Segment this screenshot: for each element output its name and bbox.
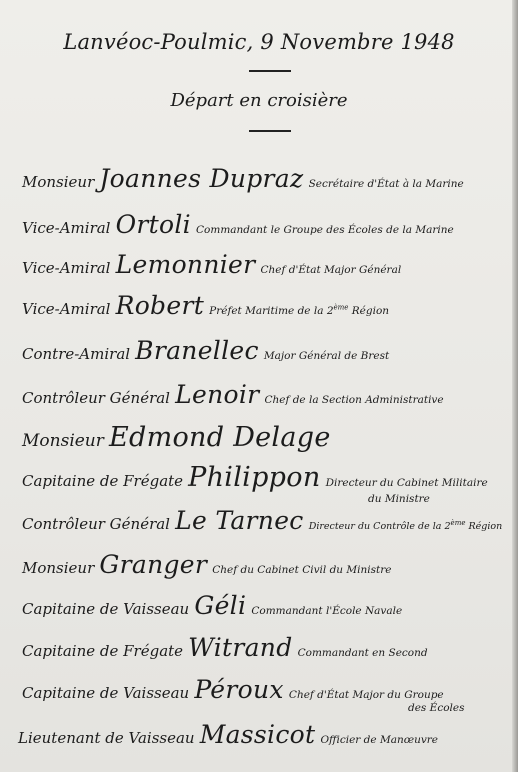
entry-rank: Capitaine de Frégate <box>22 472 184 490</box>
entry-name: Lenoir <box>175 380 260 409</box>
entry-name: Massicot <box>199 720 316 749</box>
guest-entry <box>22 593 510 618</box>
entry-rank: Vice-Amiral <box>22 300 111 318</box>
entry-rank: Capitaine de Frégate <box>22 642 184 660</box>
guest-entry <box>22 552 510 577</box>
entry-function: Chef de la Section Administrative <box>264 394 444 406</box>
entry-name: Péroux <box>194 675 284 704</box>
entry-function: Commandant en Second <box>297 647 428 659</box>
entry-function: Officier de Manœuvre <box>320 734 439 746</box>
guest-entry <box>22 252 510 277</box>
entry-function: Directeur du Contrôle de la 2ème Région <box>308 518 503 532</box>
entry-function: Préfet Maritime de la 2ème Région <box>209 303 390 317</box>
title-divider <box>249 70 291 72</box>
entry-function: Commandant l'École Navale <box>251 605 403 617</box>
entry-function: Chef du Cabinet Civil du Ministre <box>212 564 392 576</box>
entry-function-continuation: des Écoles <box>408 702 465 714</box>
entry-rank: Capitaine de Vaisseau <box>22 600 190 618</box>
entry-name: Joannes Dupraz <box>99 164 304 193</box>
entry-name: Witrand <box>188 633 293 662</box>
entry-name: Edmond Delage <box>108 422 331 453</box>
entry-function: Major Général de Brest <box>263 350 390 362</box>
entry-name: Géli <box>194 591 247 620</box>
entry-function-continuation: du Ministre <box>368 493 430 505</box>
entry-rank: Contre-Amiral <box>22 345 131 363</box>
entry-rank: Monsieur <box>22 173 95 191</box>
page-edge <box>512 0 518 772</box>
guest-entry <box>22 212 510 237</box>
guest-entry <box>22 424 510 451</box>
entry-rank: Contrôleur Général <box>22 389 170 407</box>
entry-name: Branellec <box>135 336 259 365</box>
entry-name: Lemonnier <box>115 250 256 279</box>
entry-name: Ortoli <box>115 210 191 239</box>
document-subtitle: Départ en croisière <box>170 90 348 111</box>
guest-entry <box>22 166 510 191</box>
document-title: Lanvéoc-Poulmic, 9 Novembre 1948 <box>63 30 455 54</box>
entry-name: Granger <box>99 550 208 579</box>
entry-name: Philippon <box>188 462 321 493</box>
entry-rank: Lieutenant de Vaisseau <box>18 729 195 747</box>
guest-entry <box>18 722 510 747</box>
entry-rank: Contrôleur Général <box>22 515 170 533</box>
guest-entry <box>22 508 510 533</box>
entry-rank: Capitaine de Vaisseau <box>22 684 190 702</box>
subtitle-divider <box>249 130 291 132</box>
guest-entry <box>22 677 510 702</box>
entry-function: Commandant le Groupe des Écoles de la Marine <box>196 224 454 236</box>
guest-entry <box>22 293 510 318</box>
entry-rank: Vice-Amiral <box>22 219 111 237</box>
entry-function: Directeur du Cabinet Militaire <box>325 477 488 489</box>
guest-entry <box>22 635 510 660</box>
guest-entry <box>22 464 510 491</box>
entry-name: Robert <box>115 291 205 320</box>
entry-rank: Vice-Amiral <box>22 259 111 277</box>
entry-function: Chef d'État Major Général <box>260 264 402 276</box>
guest-entry <box>22 338 510 363</box>
entry-rank: Monsieur <box>22 559 95 577</box>
entry-rank: Monsieur <box>22 431 104 451</box>
entry-function: Secrétaire d'État à la Marine <box>308 178 464 190</box>
entry-function: Chef d'État Major du Groupe <box>288 689 444 701</box>
guest-entry <box>22 382 510 407</box>
entry-name: Le Tarnec <box>175 506 304 535</box>
